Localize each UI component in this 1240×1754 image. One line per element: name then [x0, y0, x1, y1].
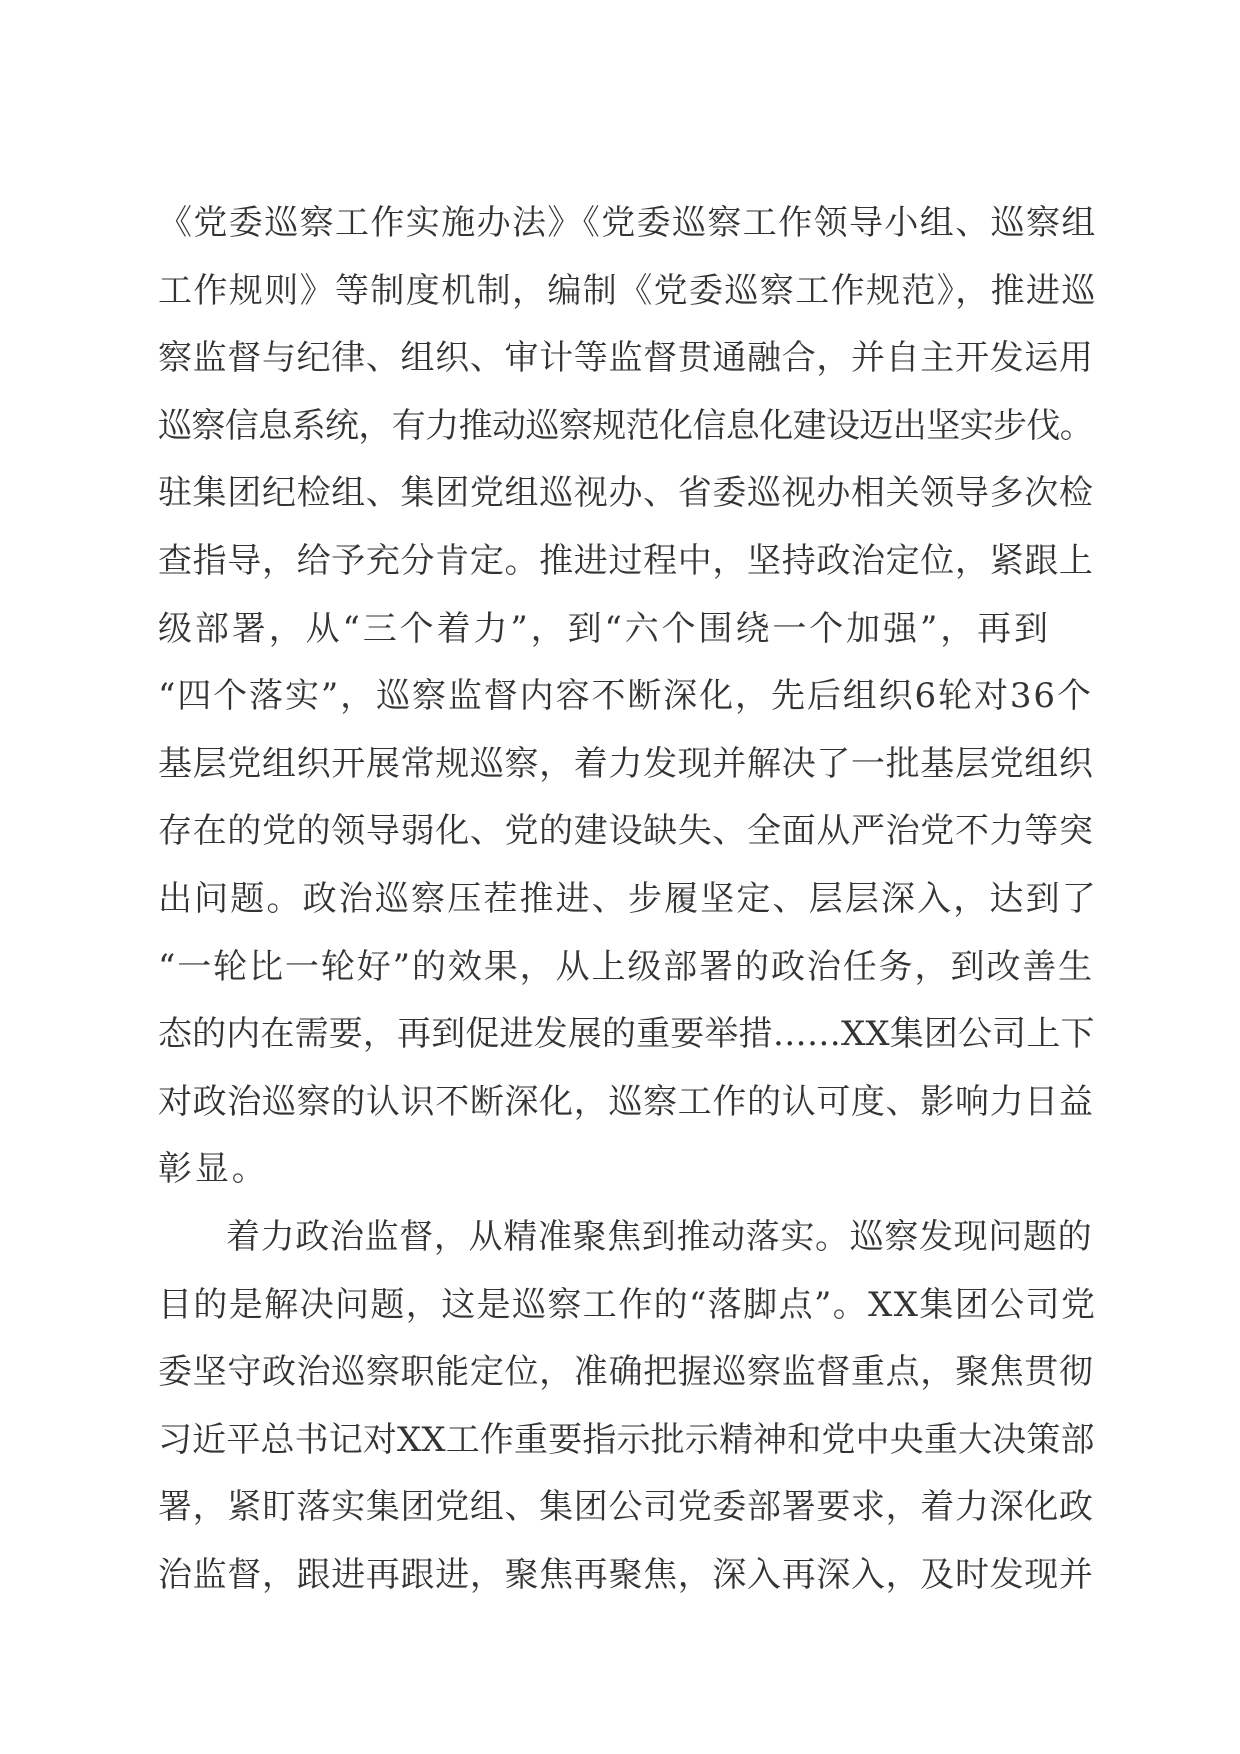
text-line: 驻集团纪检组、集团党组巡视办、省委巡视办相关领导多次检	[158, 473, 1094, 514]
text-line: 级部署，从“三个着力”，到“六个围绕一个加强”，再到	[158, 608, 1051, 649]
text-line: 《党委巡察工作实施办法》《党委巡察工作领导小组、巡察组	[158, 203, 1097, 243]
text-line: 彰显。	[158, 1149, 269, 1190]
text-line: 对政治巡察的认识不断深化，巡察工作的认可度、影响力日益	[158, 1081, 1094, 1122]
text-line: 查指导，给予充分肯定。推进过程中，坚持政治定位，紧跟上	[158, 540, 1094, 581]
text-line: 巡察信息系统，有力推动巡察规范化信息化建设迈出坚实步伐。	[158, 405, 1094, 446]
text-line: “四个落实”，巡察监督内容不断深化，先后组织6轮对36个	[158, 676, 1093, 717]
text-line: 察监督与纪律、组织、审计等监督贯通融合，并自主开发运用	[158, 338, 1094, 379]
text-line: 署，紧盯落实集团党组、集团公司党委部署要求，着力深化政	[158, 1487, 1094, 1528]
text-line: 基层党组织开展常规巡察，着力发现并解决了一批基层党组织	[158, 743, 1094, 784]
body-text	[158, 190, 1098, 1609]
text-line: 委坚守政治巡察职能定位，准确把握巡察监督重点，聚焦贯彻	[158, 1352, 1094, 1393]
text-line: 态的内在需要，再到促进发展的重要举措……XX集团公司上下	[158, 1014, 1095, 1055]
text-line: 目的是解决问题，这是巡察工作的“落脚点”。XX集团公司党	[158, 1284, 1097, 1325]
paragraph-first-line: 着力政治监督，从精准聚焦到推动落实。巡察发现问题的	[226, 1216, 1093, 1257]
text-line: “一轮比一轮好”的效果，从上级部署的政治任务，到改善生	[158, 946, 1095, 987]
text-line: 存在的党的领导弱化、党的建设缺失、全面从严治党不力等突	[158, 811, 1094, 852]
text-line: 工作规则》等制度机制，编制《党委巡察工作规范》，推进巡	[158, 270, 1097, 311]
text-line: 出问题。政治巡察压茬推进、步履坚定、层层深入，达到了	[158, 878, 1098, 919]
text-line: 治监督，跟进再跟进，聚焦再聚焦，深入再深入，及时发现并	[158, 1554, 1094, 1595]
text-line: 习近平总书记对XX工作重要指示批示精神和党中央重大决策部	[158, 1419, 1095, 1460]
